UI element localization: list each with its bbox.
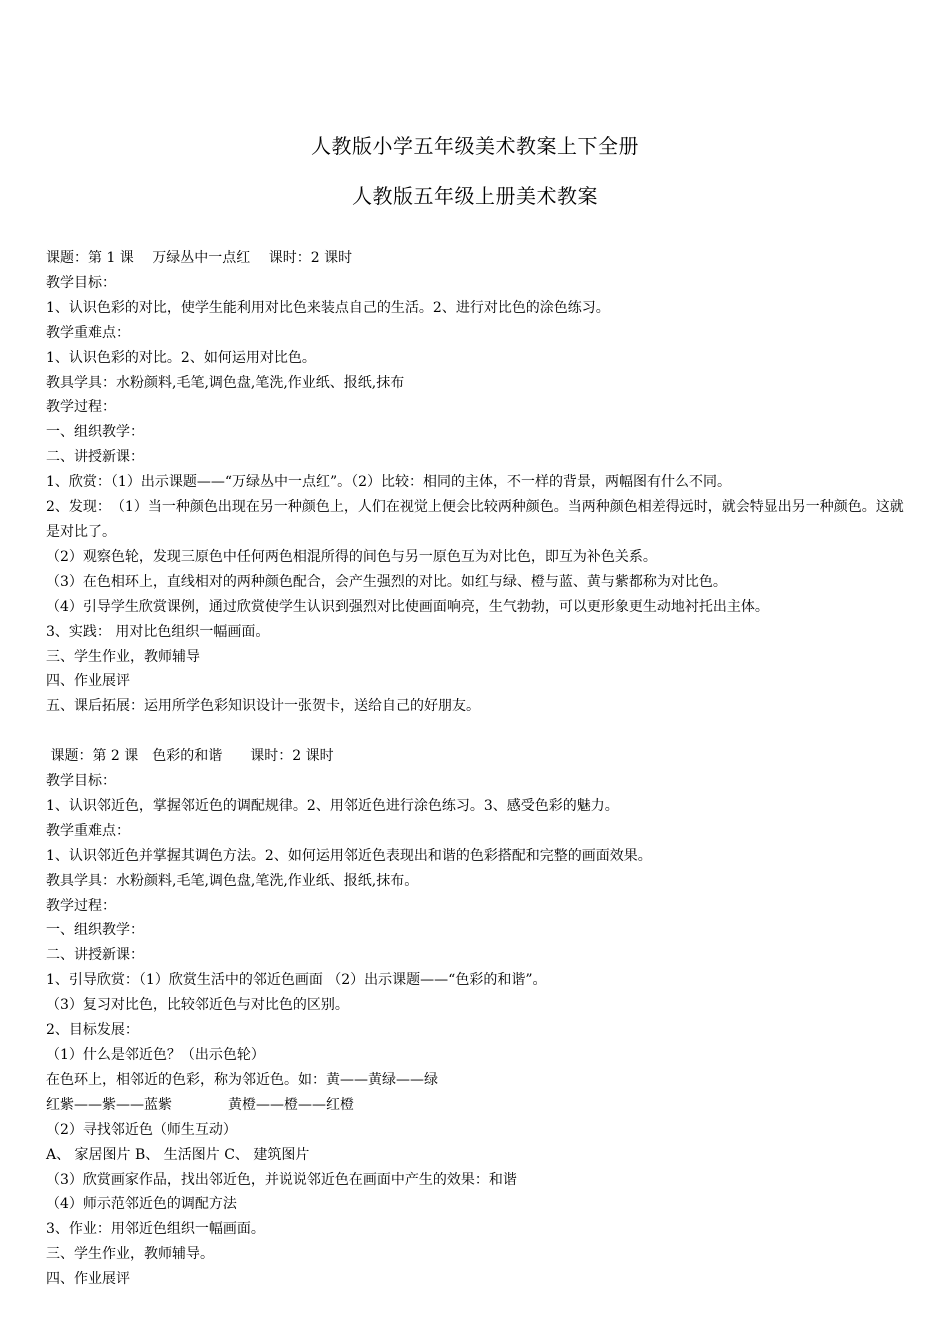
text-line: 一、组织教学：: [46, 922, 144, 939]
text-line: （4）引导学生欣赏课例，通过欣赏使学生认识到强烈对比使画面响亮，生气勃勃，可以更形象更生动地衬托出主体。: [46, 598, 769, 615]
text-line: （2）观察色轮，发现三原色中任何两色相混所得的间色与另一原色互为对比色，即互为补色关系。: [46, 548, 657, 565]
text-line: 四、作业展评: [46, 673, 130, 690]
text-line: 教具学具：水粉颜料,毛笔,调色盘,笔洗,作业纸、报纸,抹布。: [46, 872, 419, 889]
text-line: 二、讲授新课：: [46, 947, 144, 964]
text-line: 1、认识邻近色，掌握邻近色的调配规律。2、用邻近色进行涂色练习。3、感受色彩的魅力。: [46, 797, 619, 814]
text-line: 四、作业展评: [46, 1271, 130, 1288]
lesson2-heading: 课题：第 2 课 色彩的和谐 课时：2 课时: [46, 748, 334, 765]
text-line: A、 家居图片 B、 生活图片 C、 建筑图片: [46, 1146, 310, 1163]
text-line: 教具学具：水粉颜料,毛笔,调色盘,笔洗,作业纸、报纸,抹布: [46, 374, 405, 391]
text-line: 教学过程：: [46, 897, 116, 914]
text-line: 教学目标：: [46, 274, 116, 291]
text-line: 2、目标发展：: [46, 1022, 139, 1039]
section-gap: [46, 719, 916, 744]
text-line: 一、组织教学：: [46, 424, 144, 441]
text-line: 3、作业：用邻近色组织一幅画面。: [46, 1221, 265, 1238]
text-line: 1、引导欣赏：（1）欣赏生活中的邻近色画面 （2）出示课题——“色彩的和谐”。: [46, 972, 547, 989]
text-line: 1、认识色彩的对比，使学生能利用对比色来装点自己的生活。2、进行对比色的涂色练习。: [46, 299, 610, 316]
text-line: 三、学生作业，教师辅导: [46, 648, 200, 665]
text-line: 1、认识色彩的对比。2、如何运用对比色。: [46, 349, 316, 366]
text-line: （4）师示范邻近色的调配方法: [46, 1196, 237, 1213]
document-title: 人教版小学五年级美术教案上下全册: [311, 134, 639, 158]
document-subtitle: 人教版五年级上册美术教案: [352, 184, 598, 208]
text-line: 红紫——紫——蓝紫 黄橙——橙——红橙: [46, 1096, 354, 1113]
text-line: （3）复习对比色，比较邻近色与对比色的区别。: [46, 997, 349, 1014]
text-line: 教学重难点：: [46, 324, 130, 341]
text-line: 三、学生作业，教师辅导。: [46, 1246, 214, 1263]
text-line: 教学目标：: [46, 773, 116, 790]
document-body: [46, 246, 916, 1292]
text-line: 教学过程：: [46, 399, 116, 416]
lesson1-heading: 课题：第 1 课 万绿丛中一点红 课时：2 课时: [46, 250, 353, 266]
text-line: 二、讲授新课：: [46, 449, 144, 466]
text-line: （2）寻找邻近色（师生互动）: [46, 1121, 237, 1138]
text-paragraph: 2、发现： （1）当一种颜色出现在另一种颜色上，人们在视觉上便会比较两种颜色。当两种颜色相差得远时，就会特显出另一种颜色。这就是对比了。: [46, 499, 904, 540]
text-line: 在色环上，相邻近的色彩，称为邻近色。如：黄——黄绿——绿: [46, 1071, 438, 1088]
text-line: 1、欣赏：（1）出示课题——“万绿丛中一点红”。（2）比较：相同的主体，不一样的背景，两幅图有什么不同。: [46, 474, 732, 491]
text-line: 五、课后拓展：运用所学色彩知识设计一张贺卡，送给自己的好朋友。: [46, 698, 480, 715]
text-line: （3）欣赏画家作品，找出邻近色，并说说邻近色在画面中产生的效果：和谐: [46, 1171, 517, 1188]
text-line: （1）什么是邻近色？（出示色轮）: [46, 1046, 265, 1063]
text-line: （3）在色相环上，直线相对的两种颜色配合，会产生强烈的对比。如红与绿、橙与蓝、黄与紫都称为对比色。: [46, 573, 727, 590]
text-line: 教学重难点：: [46, 822, 130, 839]
text-line: 3、实践： 用对比色组织一幅画面。: [46, 623, 270, 640]
text-line: 1、认识邻近色并掌握其调色方法。2、如何运用邻近色表现出和谐的色彩搭配和完整的画面效果。: [46, 847, 652, 864]
